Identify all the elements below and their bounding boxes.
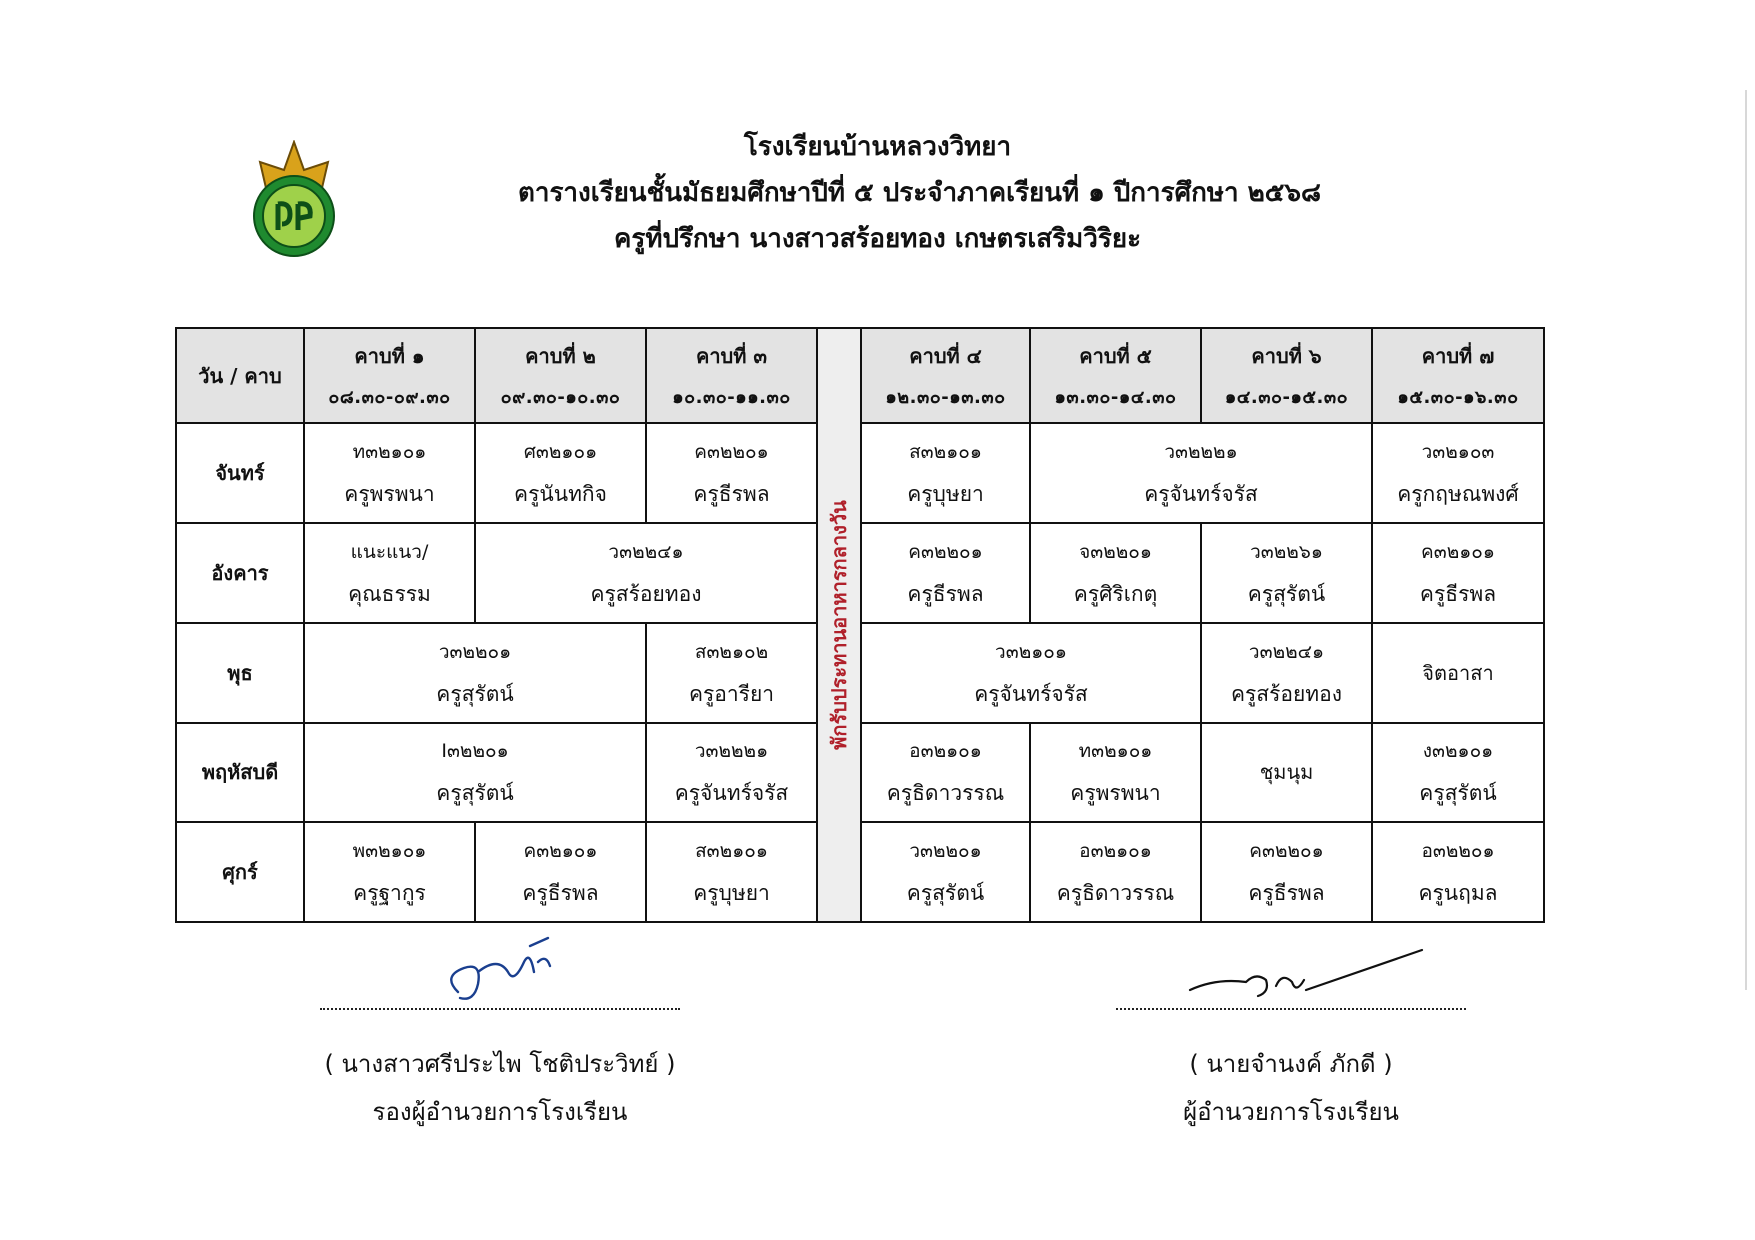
teacher-name: ครูธีรพล xyxy=(1419,581,1497,606)
class-cell xyxy=(861,423,1030,523)
class-cell xyxy=(304,423,475,523)
period-label: คาบที่ ๓ xyxy=(695,343,768,368)
subject-code: อ๓๒๑๐๑ xyxy=(909,740,982,763)
class-cell xyxy=(646,822,817,922)
subject-code: ว๓๒๑๐๓ xyxy=(1421,441,1495,464)
signature-block-right xyxy=(1116,1006,1466,1136)
class-cell xyxy=(861,822,1030,922)
corner-label: วัน / คาบ xyxy=(176,328,304,423)
period-label: คาบที่ ๑ xyxy=(354,343,425,368)
period-label: คาบที่ ๖ xyxy=(1251,343,1322,368)
class-cell xyxy=(861,523,1030,623)
subject-code: ว๓๒๑๐๑ xyxy=(995,640,1067,663)
period-time: ๐๘.๓๐-๐๙.๓๐ xyxy=(328,386,451,408)
teacher-name: ครูสุรัตน์ xyxy=(906,881,985,906)
signer-position: ผู้อำนวยการโรงเรียน xyxy=(1183,1098,1399,1126)
class-cell xyxy=(1201,623,1372,723)
period-time: ๐๙.๓๐-๑๐.๓๐ xyxy=(500,386,621,408)
signer-name: ( นางสาวศรีประไพ โชติประวิทย์ ) xyxy=(324,1050,676,1078)
period-header-4 xyxy=(861,328,1030,423)
lunch-break-label: พักรับประทานอาหารกลางวัน xyxy=(827,500,851,750)
subject-code: แนะแนว/ xyxy=(350,540,429,563)
class-cell xyxy=(1030,822,1201,922)
handwritten-signature-left xyxy=(438,932,568,1012)
subject-code: ว๓๒๒๔๑ xyxy=(608,540,684,563)
day-label: พฤหัสบดี xyxy=(176,723,304,823)
teacher-name: ครูจันทร์จรัส xyxy=(974,681,1088,706)
schedule-title: ตารางเรียนชั้นมัธยมศึกษาปีที่ ๕ ประจำภาคเรียนที่ ๑ ปีการศึกษา ๒๕๖๘ xyxy=(517,178,1322,208)
subject-code: ท๓๒๑๐๑ xyxy=(1078,740,1153,763)
day-label: ศุกร์ xyxy=(176,822,304,922)
teacher-name: ครูธิดาวรรณ xyxy=(886,781,1005,806)
subject-code: อ๓๒๑๐๑ xyxy=(1079,840,1152,863)
period-label: คาบที่ ๒ xyxy=(525,343,596,368)
header-row xyxy=(176,328,1544,423)
class-cell xyxy=(861,623,1201,723)
period-header-6 xyxy=(1201,328,1372,423)
subject-code: ว๓๒๒๔๑ xyxy=(1248,640,1325,663)
school-name: โรงเรียนบ้านหลวงวิทยา xyxy=(743,132,1012,162)
class-cell xyxy=(1372,523,1544,623)
subject-code: ส๓๒๑๐๑ xyxy=(909,441,982,464)
class-cell xyxy=(1030,423,1372,523)
subject-code: ง๓๒๑๐๑ xyxy=(1422,740,1494,763)
class-cell xyxy=(646,623,817,723)
subject-code: ว๓๒๒๐๑ xyxy=(438,640,512,663)
class-cell xyxy=(1372,822,1544,922)
class-cell xyxy=(475,423,646,523)
subject-code: ค๓๒๑๐๑ xyxy=(523,840,598,863)
teacher-name: ครูนันทกิจ xyxy=(514,482,607,507)
teacher-name: ครูศิริเกตุ xyxy=(1073,581,1158,606)
period-header-1 xyxy=(304,328,475,423)
period-time: ๑๓.๓๐-๑๔.๓๐ xyxy=(1054,386,1177,408)
teacher-name: ครูกฤษณพงศ์ xyxy=(1397,482,1519,507)
subject-code: ว๓๒๒๒๑ xyxy=(1164,441,1238,464)
teacher-name: ครูจันทร์จรัส xyxy=(1144,482,1258,507)
period-time: ๑๐.๓๐-๑๑.๓๐ xyxy=(672,386,791,408)
signer-position: รองผู้อำนวยการโรงเรียน xyxy=(372,1098,628,1126)
document-header xyxy=(0,124,1755,262)
subject-code: ว๓๒๒๖๑ xyxy=(1250,540,1323,563)
teacher-name: ครูธีรพล xyxy=(693,482,770,507)
teacher-name: ครูสุรัตน์ xyxy=(1419,781,1497,806)
lunch-break-column xyxy=(817,328,861,922)
subject-code: ว๓๒๒๐๑ xyxy=(909,840,982,863)
subject-code: พ๓๒๑๐๑ xyxy=(352,840,427,863)
class-cell xyxy=(304,623,646,723)
period-label: คาบที่ ๔ xyxy=(909,343,982,368)
signature-line xyxy=(1116,1006,1466,1010)
teacher-name: ครูธีรพล xyxy=(907,581,984,606)
subject-code: ค๓๒๒๐๑ xyxy=(1249,840,1324,863)
class-cell xyxy=(861,723,1030,823)
class-cell xyxy=(304,723,646,823)
subject-code: ส๓๒๑๐๒ xyxy=(694,640,769,663)
handwritten-signature-right xyxy=(1186,946,1436,1006)
period-header-7 xyxy=(1372,328,1544,423)
day-label: พุธ xyxy=(176,623,304,723)
subject-code: ค๓๒๒๐๑ xyxy=(694,441,769,464)
teacher-name: ครูธิดาวรรณ xyxy=(1056,881,1175,906)
subject-code: I๓๒๒๐๑ xyxy=(441,740,509,763)
teacher-name: ครูจันทร์จรัส xyxy=(674,781,789,806)
teacher-name: ครูฐากูร xyxy=(353,881,426,906)
teacher-name: ครูสุรัตน์ xyxy=(436,781,514,806)
period-label: คาบที่ ๕ xyxy=(1079,343,1152,368)
teacher-name: ครูสุรัตน์ xyxy=(1247,581,1326,606)
class-cell xyxy=(1201,523,1372,623)
period-time: ๑๔.๓๐-๑๕.๓๐ xyxy=(1224,386,1349,408)
day-label: อังคาร xyxy=(176,523,304,623)
class-cell xyxy=(646,423,817,523)
subject-code: อ๓๒๒๐๑ xyxy=(1421,840,1495,863)
class-cell xyxy=(1201,822,1372,922)
teacher-name: ครูสร้อยทอง xyxy=(590,581,702,606)
activity-cell: จิตอาสา xyxy=(1372,623,1544,723)
subject-code: ศ๓๒๑๐๑ xyxy=(523,441,598,464)
teacher-name: ครูธีรพล xyxy=(1248,881,1325,906)
subject-code: ค๓๒๑๐๑ xyxy=(1421,540,1495,563)
teacher-name: ครูนฤมล xyxy=(1418,881,1498,906)
teacher-name: ครูอารียา xyxy=(688,681,775,706)
teacher-name: ครูสร้อยทอง xyxy=(1230,681,1343,706)
period-header-2 xyxy=(475,328,646,423)
subject-code: ว๓๒๒๒๑ xyxy=(694,740,769,763)
class-cell xyxy=(1372,423,1544,523)
class-cell xyxy=(646,723,817,823)
teacher-name: คุณธรรม xyxy=(348,581,431,606)
class-cell xyxy=(475,523,817,623)
period-header-5 xyxy=(1030,328,1201,423)
signer-name: ( นายจำนงค์ ภักดี ) xyxy=(1189,1050,1393,1078)
class-cell xyxy=(1030,723,1201,823)
class-schedule-table xyxy=(175,327,1545,923)
day-label: จันทร์ xyxy=(176,423,304,523)
class-cell xyxy=(304,523,475,623)
subject-code: ส๓๒๑๐๑ xyxy=(695,840,768,863)
teacher-name: ครูธีรพล xyxy=(522,881,599,906)
subject-code: ท๓๒๑๐๑ xyxy=(352,441,427,464)
teacher-name: ครูสุรัตน์ xyxy=(436,681,514,706)
class-cell xyxy=(1372,723,1544,823)
period-header-3 xyxy=(646,328,817,423)
signature-block-left xyxy=(320,1006,680,1136)
subject-code: ค๓๒๒๐๑ xyxy=(908,540,983,563)
period-time: ๑๒.๓๐-๑๓.๓๐ xyxy=(885,386,1006,408)
period-label: คาบที่ ๗ xyxy=(1421,343,1495,368)
class-cell xyxy=(475,822,646,922)
teacher-name: ครูบุษยา xyxy=(907,482,984,507)
teacher-name: ครูพรพนา xyxy=(344,482,435,507)
period-time: ๑๕.๓๐-๑๖.๓๐ xyxy=(1397,386,1519,408)
teacher-name: ครูพรพนา xyxy=(1070,781,1161,806)
teacher-name: ครูบุษยา xyxy=(693,881,770,906)
class-cell xyxy=(1030,523,1201,623)
subject-code: จ๓๒๒๐๑ xyxy=(1079,540,1152,563)
activity-cell: ชุมนุม xyxy=(1201,723,1372,823)
class-cell xyxy=(304,822,475,922)
advisor-line: ครูที่ปรึกษา นางสาวสร้อยทอง เกษตรเสริมวิริยะ xyxy=(613,224,1142,254)
